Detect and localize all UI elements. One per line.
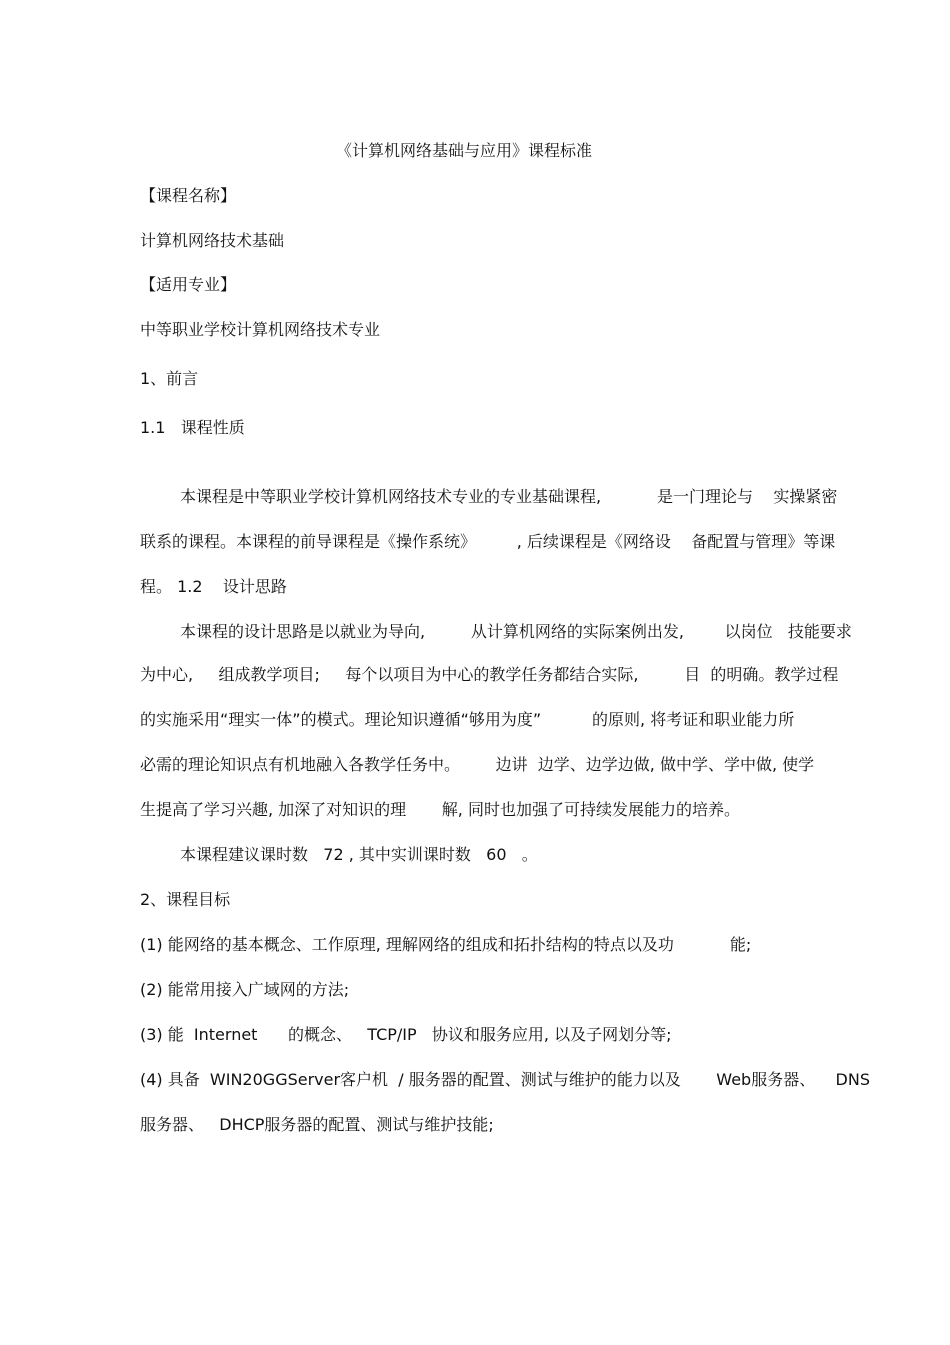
major: 中等职业学校计算机网络技术专业 [140,320,381,339]
section1-1-heading: 1.1 课程性质 [140,418,245,437]
goal-item: (4) 具备 WIN20GGServer客户机 / 服务器的配置、测试与维护的能力以及 Web服务器、 DNS [140,1070,870,1089]
goal-item: (1) 能网络的基本概念、工作原理, 理解网络的组成和拓扑结构的特点以及功 能; [140,935,752,954]
document-title: 《计算机网络基础与应用》课程标准 [336,141,593,160]
course-name: 计算机网络技术基础 [140,231,285,250]
hours-line: 本课程建议课时数 72 , 其中实训课时数 60 。 [180,845,538,864]
goal-item: (2) 能常用接入广域网的方法; [140,980,350,999]
nature-paragraph-line: 本课程是中等职业学校计算机网络技术专业的专业基础课程, 是一门理论与 实操紧密 [180,487,838,506]
nature-paragraph-line: 联系的课程。本课程的前导课程是《操作系统》 , 后续课程是《网络设 备配置与管理》等课 [140,532,836,551]
design-paragraph-line: 为中心, 组成教学项目; 每个以项目为中心的教学任务都结合实际, 目 的明确。教学过程 [140,665,839,684]
major-heading: 【适用专业】 [140,275,237,294]
nature-paragraph-line: 程。 1.2 设计思路 [140,577,287,596]
design-paragraph-line: 的实施采用“理实一体”的模式。理论知识遵循“够用为度” 的原则, 将考证和职业能力所 [140,710,795,729]
section2-heading: 2、课程目标 [140,890,231,909]
section1-heading: 1、前言 [140,369,199,388]
course-name-heading: 【课程名称】 [140,186,237,205]
design-paragraph-line: 生提高了学习兴趣, 加深了对知识的理 解, 同时也加强了可持续发展能力的培养。 [140,800,740,819]
goal-item: (3) 能 Internet 的概念、 TCP/IP 协议和服务应用, 以及子网划分等; [140,1025,672,1044]
design-paragraph-line: 本课程的设计思路是以就业为导向, 从计算机网络的实际案例出发, 以岗位 技能要求 [180,622,852,641]
design-paragraph-line: 必需的理论知识点有机地融入各教学任务中。 边讲 边学、边学边做, 做中学、学中做, 使学 [140,755,815,774]
goal-item-continuation: 服务器、 DHCP服务器的配置、测试与维护技能; [140,1115,494,1134]
